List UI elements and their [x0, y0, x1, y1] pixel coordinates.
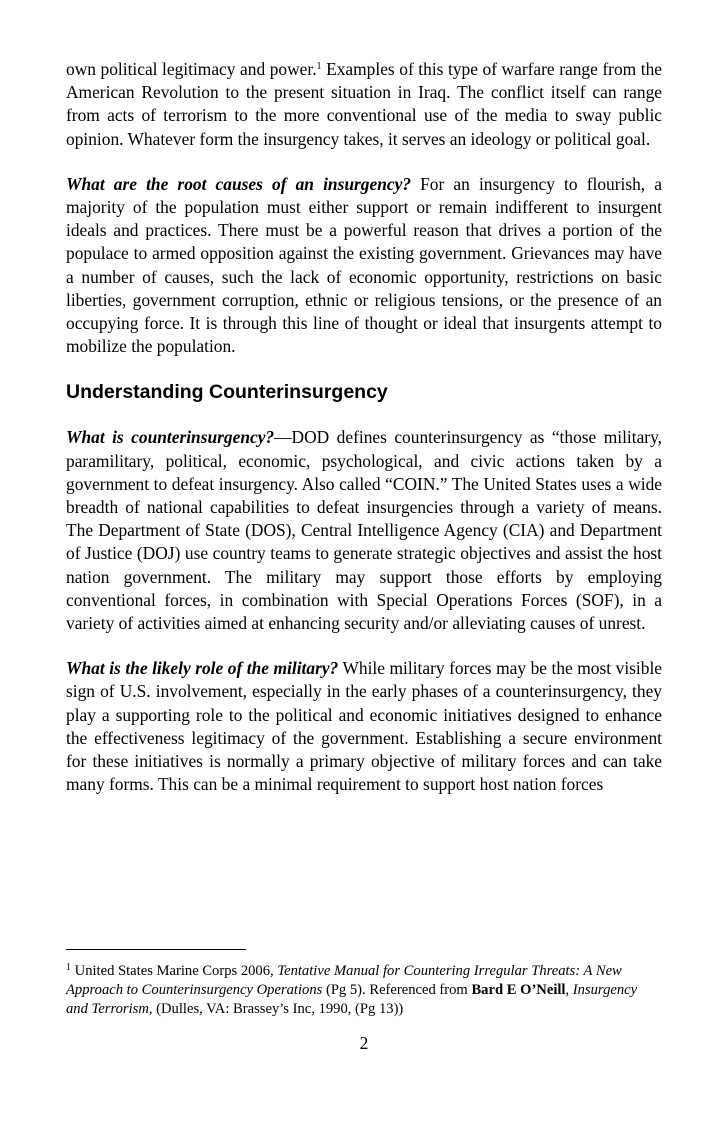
page-number: 2 [359, 1033, 369, 1053]
paragraph-2-text: For an insurgency to flourish, a majority of the population must either support or remain indifferent to insurgent ideals and practices. There must be a powerful reason that drives a portion of the populace to armed opposition against the existing government. Grievances may have a number of causes, such the lack of economic opportunity, restrictions on basic liberties, government corruption, ethnic or religious tensions, or the presence of an occupying force. It is through this line of thought or ideal that insurgents attempt to mobilize the population. [66, 173, 662, 357]
section-heading: Understanding Counterinsurgency [66, 381, 388, 404]
paragraph-1-text-a: own political legitimacy and power. [66, 59, 317, 79]
footnote-divider [66, 949, 246, 950]
footnote-number: 1 [66, 962, 71, 973]
paragraph-4-text: While military forces may be the most visible sign of U.S. involvement, especially in the early phases of a counterinsurgency, they play a supporting role to the political and economic initiatives designed to enhance the effectiveness legitimacy of the government. Establishing a secure environment for these initiatives is normally a primary objective of military forces and can take many forms. This can be a minimal requirement to support host nation forces [66, 658, 663, 795]
footnote-reference[interactable]: 1 [316, 61, 322, 72]
page-body [66, 58, 662, 796]
footnote-text-3: , [565, 982, 573, 998]
footnote-text-4: , (Dulles, VA: Brassey’s Inc, 1990, (Pg 13)) [148, 1001, 404, 1017]
paragraph-1 [66, 58, 662, 151]
paragraph-3-text: —DOD defines counterinsurgency as “those military, paramilitary, political, economic, psychological, and civic actions taken by a government to defeat insurgency. Also called “COIN.” The United States uses a wide breadth of national capabilities to defeat insurgencies through a variety of means. The Department of State (DOS), Central Intelligence Agency (CIA) and Department of Justice (DOJ) use country teams to generate strategic objectives and assist the host nation government. The military may support those efforts by employing conventional forces, in combination with Special Operations Forces (SOF), in a variety of activities aimed at enhancing security and/or alleviating causes of unrest. [66, 427, 662, 634]
question-military-role: What is the likely role of the military? [66, 658, 339, 679]
paragraph-3 [66, 426, 662, 635]
paragraph-2 [66, 173, 662, 359]
question-counterinsurgency: What is counterinsurgency? [66, 427, 275, 448]
footnote-text: United States Marine Corps 2006, [71, 963, 278, 979]
footnote-text-2: (Pg 5). Referenced from [322, 982, 472, 998]
question-root-causes: What are the root causes of an insurgency? [66, 173, 412, 194]
footnote-title-1: Tentative Manual for Countering Irregular Threats: A New Approach to Counterinsurgency Operations [66, 963, 622, 998]
paragraph-4 [66, 657, 662, 796]
footnote [66, 962, 662, 1019]
footnote-author: Bard E O’Neill [471, 982, 566, 998]
footnote-title-2: Insurgency and Terrorism [66, 982, 638, 1017]
paragraph-1-text-b: Examples of this type of warfare range from the American Revolution to the present situation in Iraq. The conflict itself can range from acts of terrorism to the more conventional use of the media to sway public opinion. Whatever form the insurgency takes, it serves an ideology or political goal. [66, 59, 662, 149]
